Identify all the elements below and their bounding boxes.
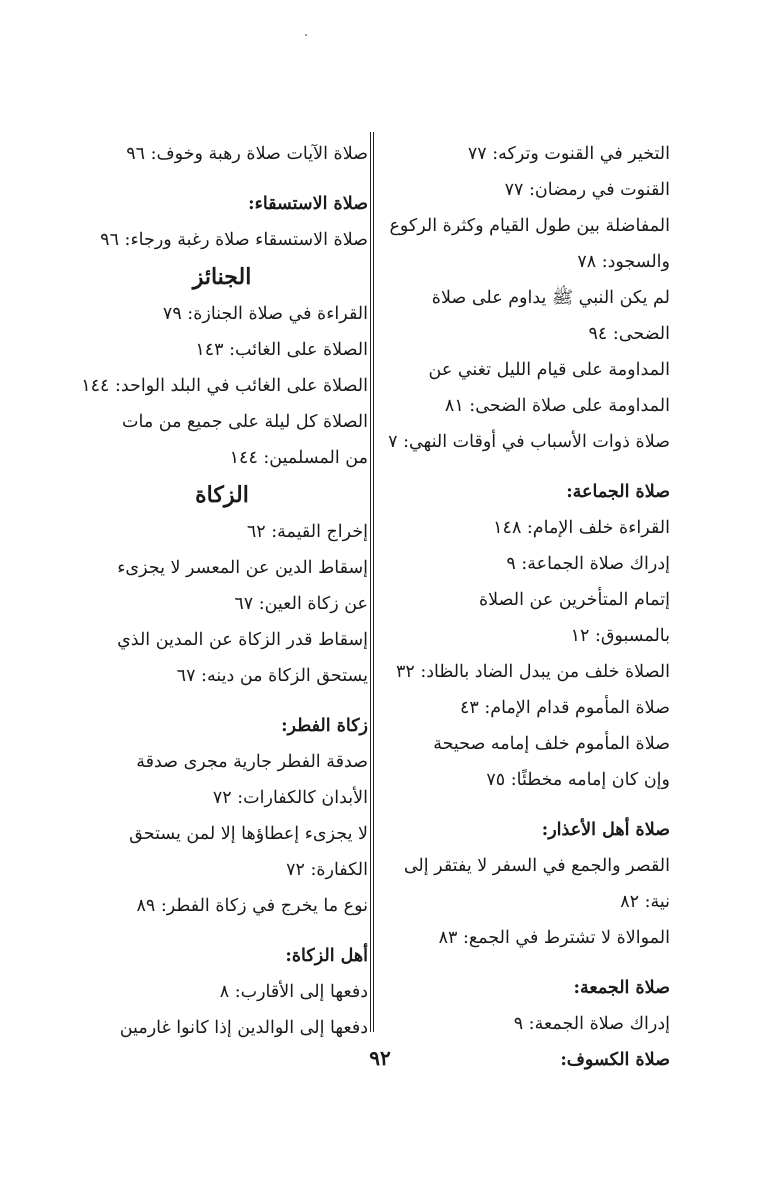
- index-entry: الصلاة على الغائب: ١٤٣: [195, 340, 368, 360]
- index-entry: القراءة خلف الإمام: ١٤٨: [493, 518, 670, 538]
- index-entry: إدراك صلاة الجمعة: ٩: [513, 1014, 670, 1034]
- index-entry: المداومة على صلاة الضحى: ٨١: [444, 396, 670, 416]
- chapter-heading: الزكاة: [195, 482, 249, 508]
- index-entry: المفاضلة بين طول القيام وكثرة الركوع: [389, 216, 670, 236]
- section-gap: [378, 460, 670, 474]
- index-entry: الكفارة: ٧٢: [286, 860, 368, 880]
- section-heading: زكاة الفطر:: [281, 716, 368, 736]
- index-entry: صلاة الآيات صلاة رهبة وخوف: ٩٦: [126, 144, 368, 164]
- index-entry: إخراج القيمة: ٦٢: [246, 522, 368, 542]
- section-gap: [378, 956, 670, 970]
- index-entry: دفعها إلى الأقارب: ٨: [219, 982, 368, 1002]
- index-entry: الضحى: ٩٤: [588, 324, 670, 344]
- index-entry: الصلاة على الغائب في البلد الواحد: ١٤٤: [81, 376, 368, 396]
- index-entry: إسقاط الدين عن المعسر لا يجزىء: [117, 558, 368, 578]
- section-heading: صلاة الكسوف:: [560, 1050, 670, 1070]
- section-heading: صلاة الاستسقاء:: [248, 194, 368, 214]
- index-entry: نوع ما يخرج في زكاة الفطر: ٨٩: [136, 896, 368, 916]
- index-entry: القنوت في رمضان: ٧٧: [504, 180, 670, 200]
- index-entry: الصلاة كل ليلة على جميع من مات: [122, 412, 368, 432]
- section-gap: [76, 694, 368, 708]
- chapter-heading: الجنائز: [192, 264, 252, 290]
- index-entry: والسجود: ٧٨: [577, 252, 670, 272]
- index-entry: الأبدان كالكفارات: ٧٢: [212, 788, 368, 808]
- section-gap: [76, 924, 368, 938]
- index-entry: صلاة المأموم خلف إمامه صحيحة: [433, 734, 670, 754]
- index-entry: بالمسبوق: ١٢: [570, 626, 670, 646]
- scan-mark: [305, 34, 307, 36]
- page-number: ٩٢: [369, 1046, 391, 1070]
- index-entry: يستحق الزكاة من دينه: ٦٧: [176, 666, 368, 686]
- index-entry: إتمام المتأخرين عن الصلاة: [478, 590, 670, 610]
- left-column: [76, 136, 368, 1046]
- index-entry: دفعها إلى الوالدين إذا كانوا غارمين: [119, 1018, 368, 1038]
- index-entry: التخير في القنوت وتركه: ٧٧: [467, 144, 670, 164]
- index-entry: صلاة المأموم قدام الإمام: ٤٣: [460, 698, 670, 718]
- index-entry: الصلاة خلف من يبدل الضاد بالظاد: ٣٢: [395, 662, 670, 682]
- index-entry: القراءة في صلاة الجنازة: ٧٩: [162, 304, 368, 324]
- index-entry: عن زكاة العين: ٦٧: [234, 594, 368, 614]
- index-entry: نية: ٨٢: [620, 892, 670, 912]
- section-heading: صلاة الجماعة:: [566, 482, 670, 502]
- index-entry: إسقاط قدر الزكاة عن المدين الذي: [117, 630, 368, 650]
- section-heading: أهل الزكاة:: [285, 946, 368, 966]
- column-divider: [370, 132, 374, 1032]
- index-entry: الموالاة لا تشترط في الجمع: ٨٣: [438, 928, 670, 948]
- section-heading: صلاة أهل الأعذار:: [541, 820, 670, 840]
- section-gap: [378, 798, 670, 812]
- index-entry: لا يجزىء إعطاؤها إلا لمن يستحق: [129, 824, 368, 844]
- section-heading: صلاة الجمعة:: [573, 978, 670, 998]
- index-entry: صلاة الاستسقاء صلاة رغبة ورجاء: ٩٦: [100, 230, 368, 250]
- index-entry: من المسلمين: ١٤٤: [229, 448, 368, 468]
- index-entry: صلاة ذوات الأسباب في أوقات النهي: ٧: [388, 432, 670, 452]
- index-entry: وإن كان إمامه مخطئًا: ٧٥: [486, 770, 670, 790]
- right-column: [378, 136, 670, 1078]
- index-entry: صدقة الفطر جارية مجرى صدقة: [136, 752, 368, 772]
- index-entry: المداومة على قيام الليل تغني عن: [428, 360, 670, 380]
- index-entry: لم يكن النبي ﷺ يداوم على صلاة: [431, 288, 670, 308]
- index-entry: إدراك صلاة الجماعة: ٩: [506, 554, 670, 574]
- index-entry: القصر والجمع في السفر لا يفتقر إلى: [403, 856, 670, 876]
- section-gap: [76, 172, 368, 186]
